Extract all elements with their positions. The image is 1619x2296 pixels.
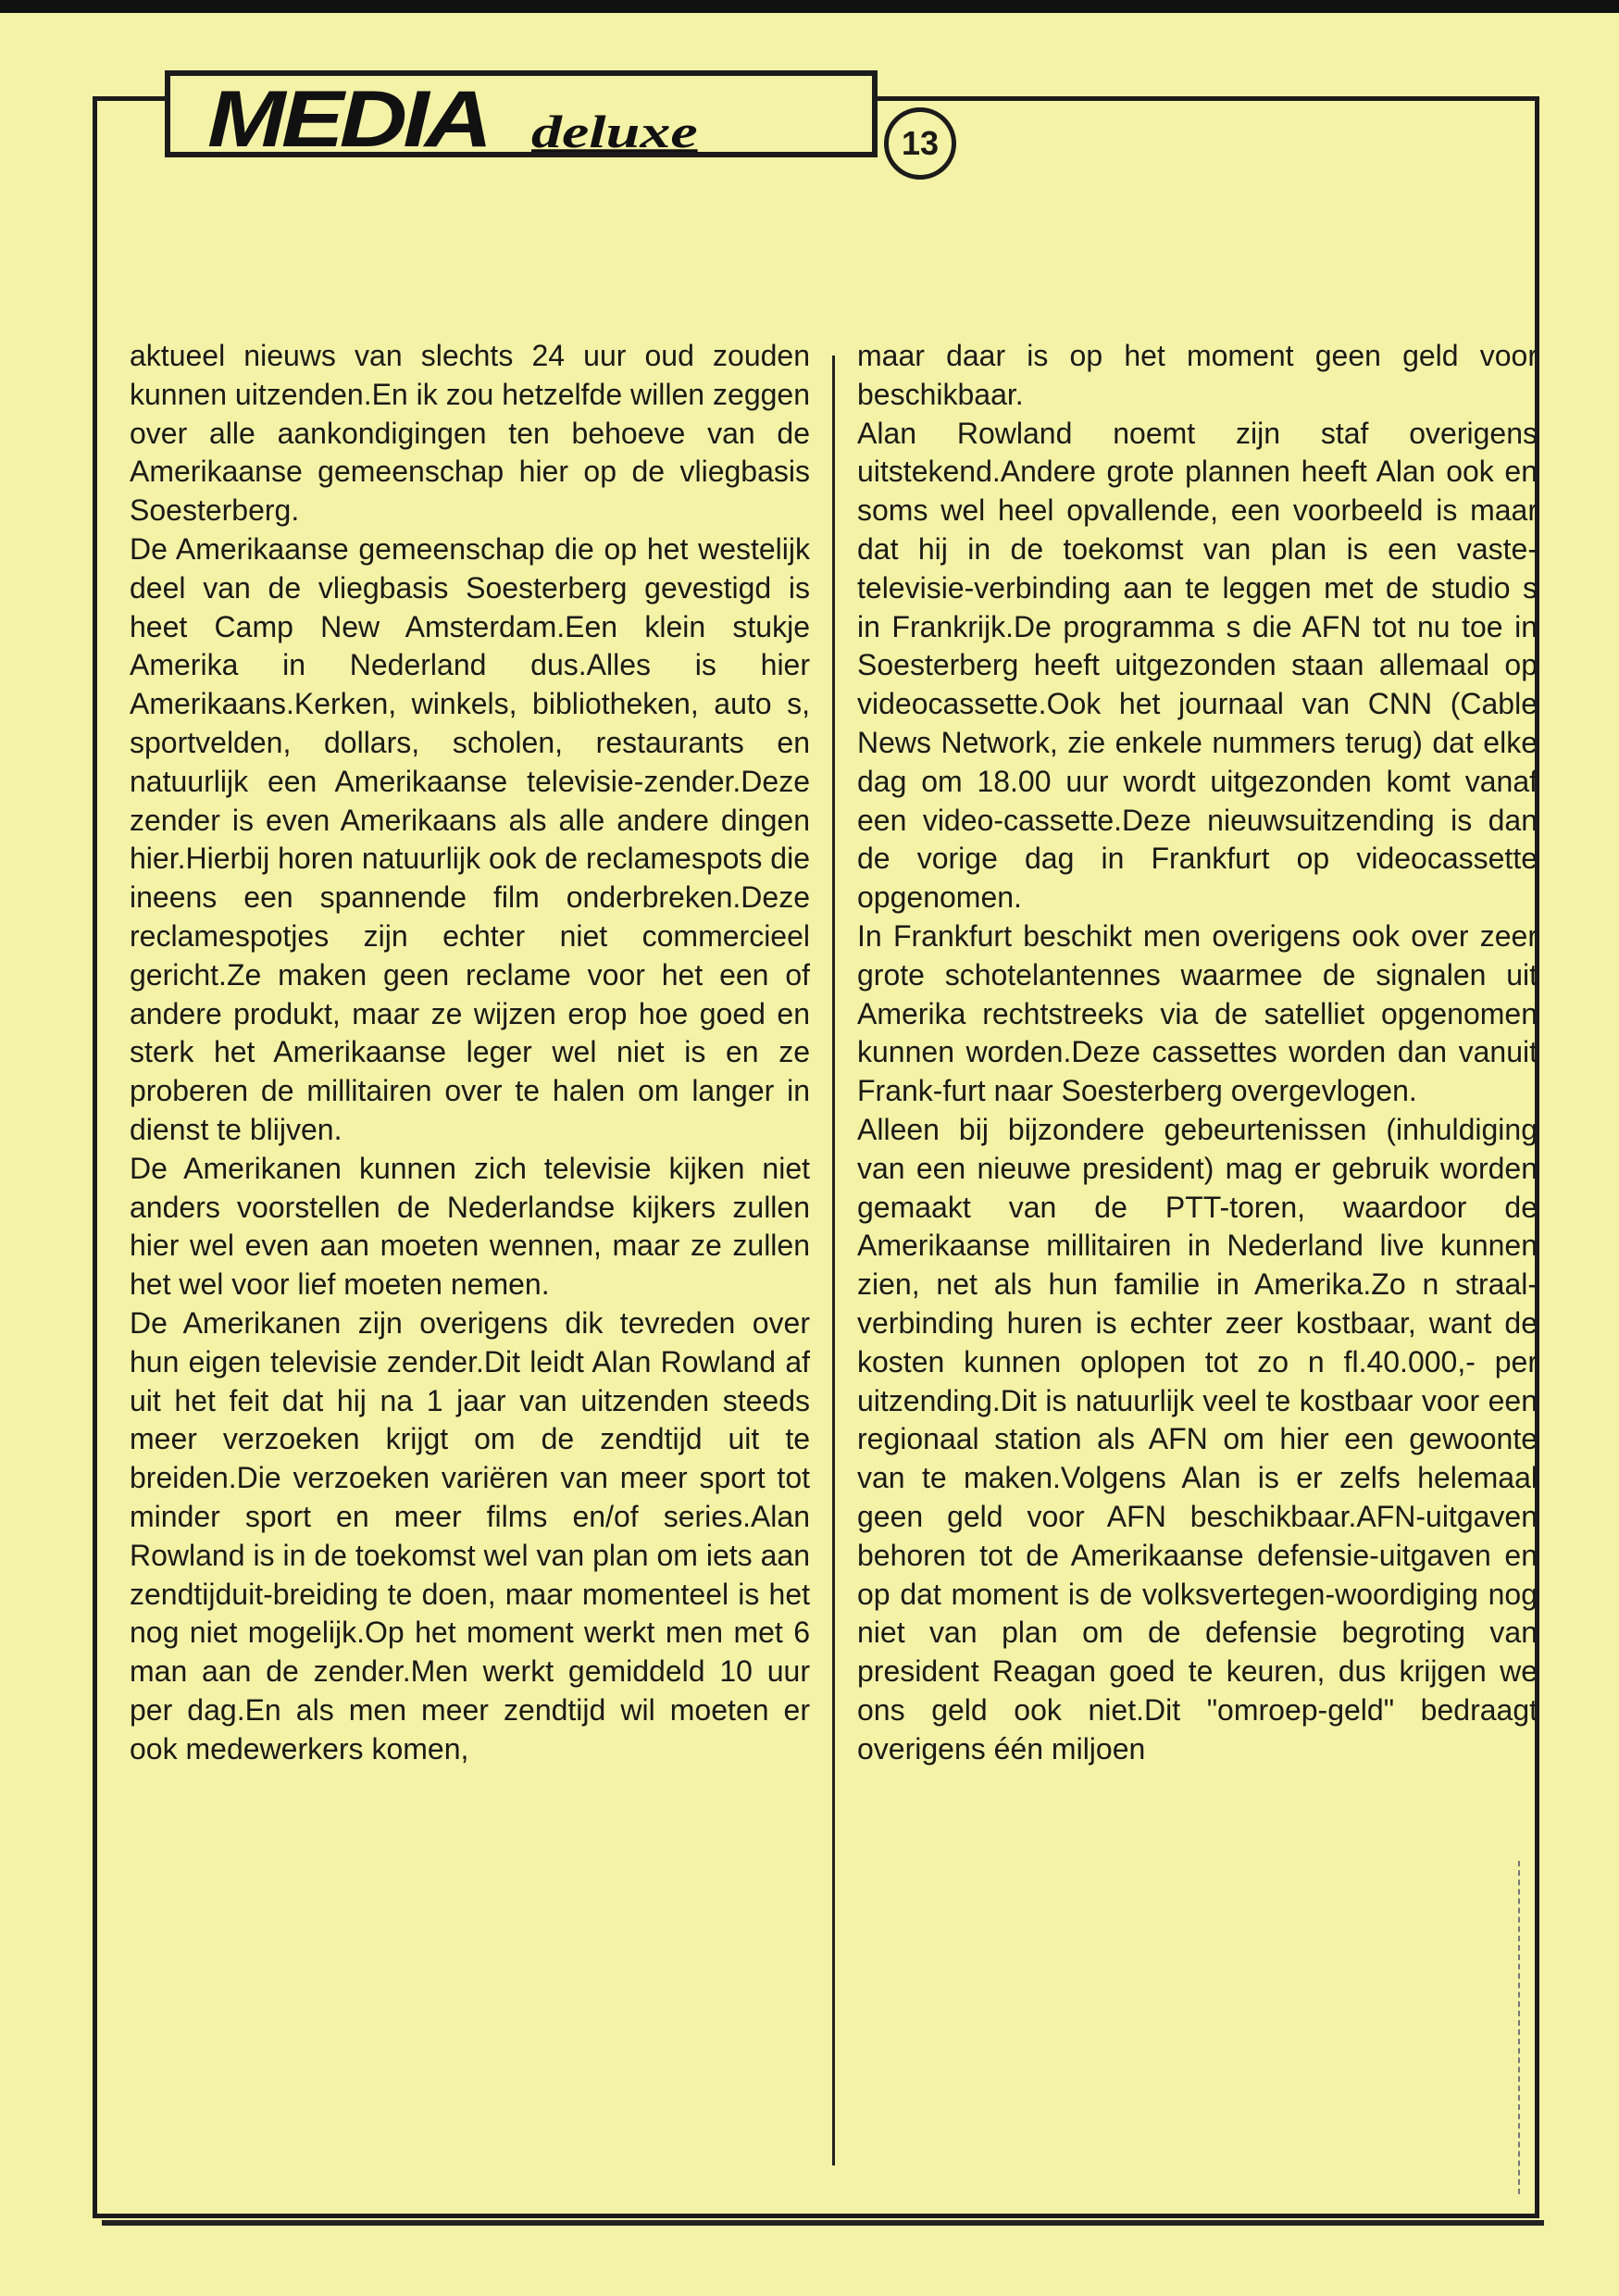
top-edge-bar bbox=[0, 0, 1619, 13]
right-column bbox=[857, 337, 1538, 2179]
frame-shadow bbox=[102, 2220, 1544, 2226]
right-paragraph-1: maar daar is op het moment geen geld voor beschikbaar. bbox=[857, 339, 1538, 411]
left-paragraph-4: De Amerikanen zijn overigens dik tevreden over hun eigen televisie zender.Dit leidt Alan Rowland af uit het feit dat hij na 1 jaar van uitzenden steeds meer verzoeken krijgt om de zendtijd uit te breiden.Die verzoeken variëren van meer sport tot minder sport en meer films en/of series.Alan Rowland is in de toekomst wel van plan om iets aan zendtijduit-breiding te doen, maar momenteel is het nog niet mogelijk.Op het moment werkt men met 6 man aan de zender.Men werkt gemiddeld 10 uur per dag.En als men meer zendtijd wil moeten er ook medewerkers komen, bbox=[130, 1305, 810, 1766]
masthead-subtitle: deluxe bbox=[531, 106, 698, 157]
left-column bbox=[130, 337, 810, 2179]
masthead-title: MEDIA bbox=[207, 75, 489, 157]
left-paragraph-3: De Amerikanen kunnen zich televisie kijken niet anders voorstellen de Nederlandse kijkers zullen hier wel even aan moeten wennen, maar ze zullen het wel voor lief moeten nemen. bbox=[130, 1151, 810, 1302]
left-paragraph-2: De Amerikaanse gemeenschap die op het westelijk deel van de vliegbasis Soesterberg gevestigd is heet Camp New Amsterdam.Een klein stukje Amerika in Nederland dus.Alles is hier Amerikaans.Kerken, winkels, bibliotheken, auto s, sportvelden, dollars, scholen, restaurants en natuurlijk een Amerikaanse televisie-zender.Deze zender is even Amerikaans als alle andere dingen hier.Hierbij horen natuurlijk ook de reclamespots die ineens een spannende film onderbreken.Deze reclamespotjes zijn echter niet commercieel gericht.Ze maken geen reclame voor het een of andere produkt, maar ze wijzen erop hoe goed en sterk het Amerikaanse leger wel niet is en ze proberen de millitairen over te halen om langer in dienst te blijven. bbox=[130, 531, 810, 1146]
scan-edge-marks bbox=[1518, 1861, 1523, 2194]
right-paragraph-3: In Frankfurt beschikt men overigens ook over zeer grote schotelantennes waarmee de signalen uit Amerika rechtstreeks via de satelliet opgenomen kunnen worden.Deze cassettes worden dan vanuit Frank-furt naar Soesterberg overgevlogen. bbox=[857, 918, 1538, 1108]
right-paragraph-2: Alan Rowland noemt zijn staf overigens uitstekend.Andere grote plannen heeft Alan ook en soms wel heel opvallende, een voorbeeld is maar dat hij in de toekomst van plan is een vaste-televisie-verbinding aan te leggen met de studio s in Frankrijk.De programma s die AFN tot nu toe in Soesterberg heeft uitgezonden staan allemaal op videocassette.Ook het journaal van CNN (Cable News Network, zie enkele nummers terug) dat elke dag om 18.00 uur wordt uitgezonden komt vanaf een video-cassette.Deze nieuwsuitzending is dan de vorige dag in Frankfurt op videocassette opgenomen. bbox=[857, 416, 1538, 915]
left-paragraph-1: aktueel nieuws van slechts 24 uur oud zouden kunnen uitzenden.En ik zou hetzelfde willen zeggen over alle aankondigingen ten behoeve van de Amerikaanse gemeenschap hier op de vliegbasis Soesterberg. bbox=[130, 339, 810, 528]
masthead bbox=[165, 70, 878, 157]
page-number-badge: 13 bbox=[884, 107, 956, 180]
column-divider bbox=[832, 356, 835, 2165]
right-paragraph-4: Alleen bij bijzondere gebeurtenissen (inhuldiging van een nieuwe president) mag er gebruik worden gemaakt van de PTT-toren, waardoor de Amerikaanse millitairen in Nederland live kunnen zien, net als hun familie in Amerika.Zo n straal-verbinding huren is echter zeer kostbaar, want de kosten kunnen oplopen tot zo n fl.40.000,- per uitzending.Dit is natuurlijk veel te kostbaar voor een regionaal station als AFN om hier een gewoonte van te maken.Volgens Alan is er zelfs helemaal geen geld voor AFN beschikbaar.AFN-uitgaven behoren tot de Amerikaanse defensie-uitgaven en op dat moment is de volksvertegen-woordiging nog niet van plan om de defensie begroting van president Reagan goed te keuren, dus krijgen we ons geld ook niet.Dit "omroep-geld" bedraagt overigens één miljoen bbox=[857, 1112, 1538, 1766]
